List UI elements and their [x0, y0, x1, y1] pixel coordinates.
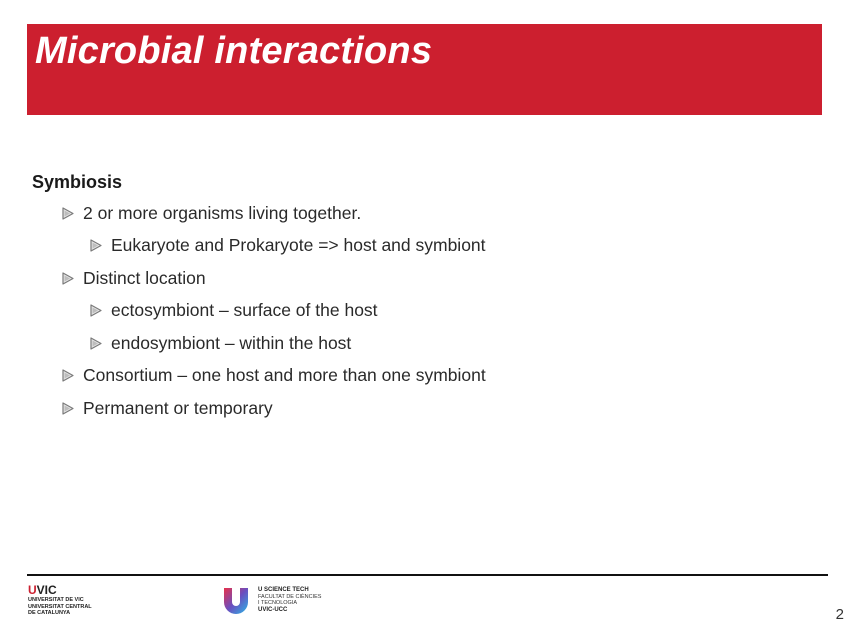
science-tech-u-icon	[222, 586, 250, 614]
section-heading: Symbiosis	[32, 172, 123, 192]
triangle-bullet-icon	[88, 238, 103, 253]
bullet-item	[32, 392, 812, 425]
bullet-text: Eukaryote and Prokaryote => host and symbiont	[111, 235, 486, 256]
bullet-item	[32, 197, 812, 230]
bullet-item	[32, 360, 812, 393]
bullet-item	[32, 262, 812, 295]
triangle-bullet-icon	[88, 336, 103, 351]
uvic-wordmark: UVIC	[28, 583, 57, 597]
uvic-logo	[28, 584, 118, 620]
bullet-item	[32, 327, 812, 360]
title-banner	[27, 24, 822, 115]
bullet-text: Distinct location	[83, 267, 206, 288]
science-tech-text: U SCIENCE TECH FACULTAT DE CIÈNCIES I TECNOLOGIA UVIC-UCC	[258, 587, 322, 613]
bullet-text: endosymbiont – within the host	[111, 332, 352, 353]
triangle-bullet-icon	[60, 271, 75, 286]
science-tech-logo	[222, 586, 342, 616]
triangle-bullet-icon	[88, 303, 103, 318]
bullet-item	[32, 295, 812, 328]
bullet-item	[32, 230, 812, 263]
bullet-text: Consortium – one host and more than one symbiont	[83, 365, 486, 386]
uvic-subtitle: UNIVERSITAT DE VIC UNIVERSITAT CENTRAL DE CATALUNYA	[28, 597, 92, 616]
triangle-bullet-icon	[60, 206, 75, 221]
triangle-bullet-icon	[60, 401, 75, 416]
bullet-text: Permanent or temporary	[83, 397, 273, 418]
bullet-text: ectosymbiont – surface of the host	[111, 300, 378, 321]
page-number: 2	[835, 606, 844, 623]
slide-content	[32, 170, 812, 425]
slide-title: Microbial interactions	[35, 30, 433, 72]
bullet-text: 2 or more organisms living together.	[83, 202, 362, 223]
footer-divider	[27, 574, 828, 576]
bullet-list	[32, 197, 812, 425]
triangle-bullet-icon	[60, 368, 75, 383]
